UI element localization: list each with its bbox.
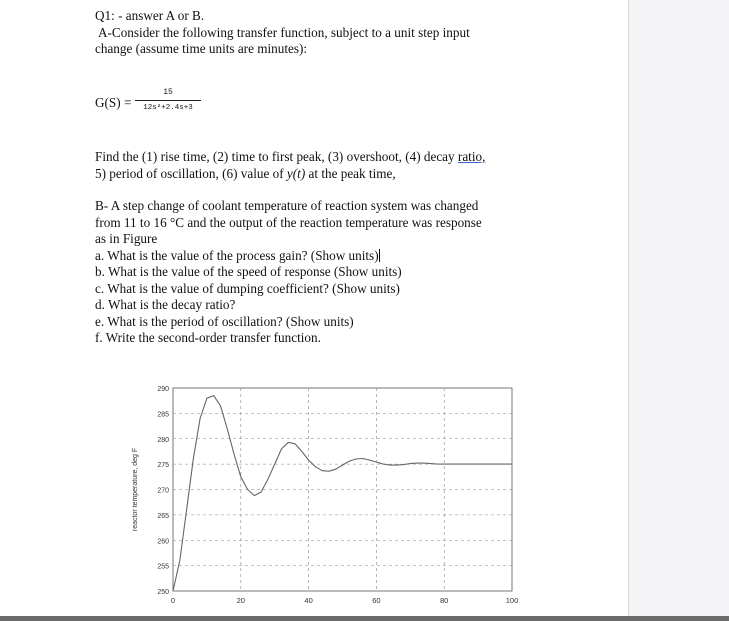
- y-tick-label: 285: [157, 411, 169, 419]
- part-b-item-d: d. What is the decay ratio?: [95, 297, 236, 312]
- part-b-item-f: f. Write the second-order transfer function.: [95, 330, 321, 345]
- x-tick-label: 40: [304, 596, 313, 605]
- question-text-block: [95, 8, 555, 58]
- response-chart: [128, 376, 528, 612]
- y-tick-label: 260: [157, 538, 169, 546]
- part-a-find-line1: [95, 149, 555, 166]
- y-tick-label: 250: [157, 589, 169, 596]
- part-b-line3: as in Figure: [95, 231, 158, 246]
- x-tick-label: 100: [505, 596, 519, 605]
- transfer-function-fraction: [135, 86, 201, 113]
- part-b-item-a: [95, 248, 555, 265]
- part-a-intro-line1: A-Consider the following transfer function, subject to a unit step input: [98, 24, 470, 40]
- transfer-function-label: G(S) =: [95, 95, 132, 110]
- part-b-item-c: c. What is the value of dumping coefficient? (Show units): [95, 280, 400, 296]
- y-tick-label: 290: [157, 386, 169, 393]
- transfer-function: [95, 86, 295, 120]
- x-tick-label: 20: [236, 596, 245, 605]
- output-variable: y(t): [286, 165, 306, 181]
- part-b-line2: from 11 to 16 °C and the output of the reaction temperature was response: [95, 214, 482, 230]
- transfer-function-numerator: 15: [163, 88, 173, 97]
- y-tick-label: 275: [157, 462, 169, 470]
- part-a-find-line2: [95, 166, 555, 183]
- fraction-bar: [135, 100, 201, 101]
- transfer-function-denominator: 12s²+2.4s+3: [143, 104, 193, 112]
- find-line1-text: Find the (1) rise time, (2) time to first peak, (3) overshoot, (4) decay: [95, 149, 458, 164]
- y-tick-label: 255: [157, 563, 169, 571]
- page-right-margin: [628, 0, 729, 621]
- part-b-item-e: e. What is the period of oscillation? (Show units): [95, 313, 354, 329]
- part-a-questions: [95, 149, 555, 182]
- part-b-item-a-text: a. What is the value of the process gain? (Show units): [95, 247, 379, 263]
- question-heading: Q1: - answer A or B.: [95, 8, 205, 23]
- part-b-line1: B- A step change of coolant temperature of reaction system was changed: [95, 198, 479, 213]
- x-tick-label: 60: [372, 596, 381, 605]
- y-tick-label: 265: [157, 512, 169, 520]
- spellcheck-word: ratio,: [457, 149, 486, 164]
- y-axis-label: reactor temperature, deg F: [132, 447, 139, 532]
- part-b-item-b: b. What is the value of the speed of response (Show units): [95, 264, 402, 279]
- x-tick-label: 80: [440, 596, 449, 605]
- part-b-block: [95, 198, 555, 347]
- part-a-intro-line2: change (assume time units are minutes):: [95, 41, 308, 56]
- x-tick-label: 0: [170, 596, 176, 605]
- find-line2-suffix: at the peak time,: [305, 165, 396, 181]
- y-tick-label: 280: [157, 436, 169, 444]
- find-line2-text: 5) period of oscillation, (6) value of: [95, 165, 287, 181]
- y-tick-label: 270: [157, 487, 169, 495]
- response-figure: [128, 376, 528, 612]
- text-cursor: [379, 249, 380, 262]
- window-bottom-border: [0, 616, 729, 621]
